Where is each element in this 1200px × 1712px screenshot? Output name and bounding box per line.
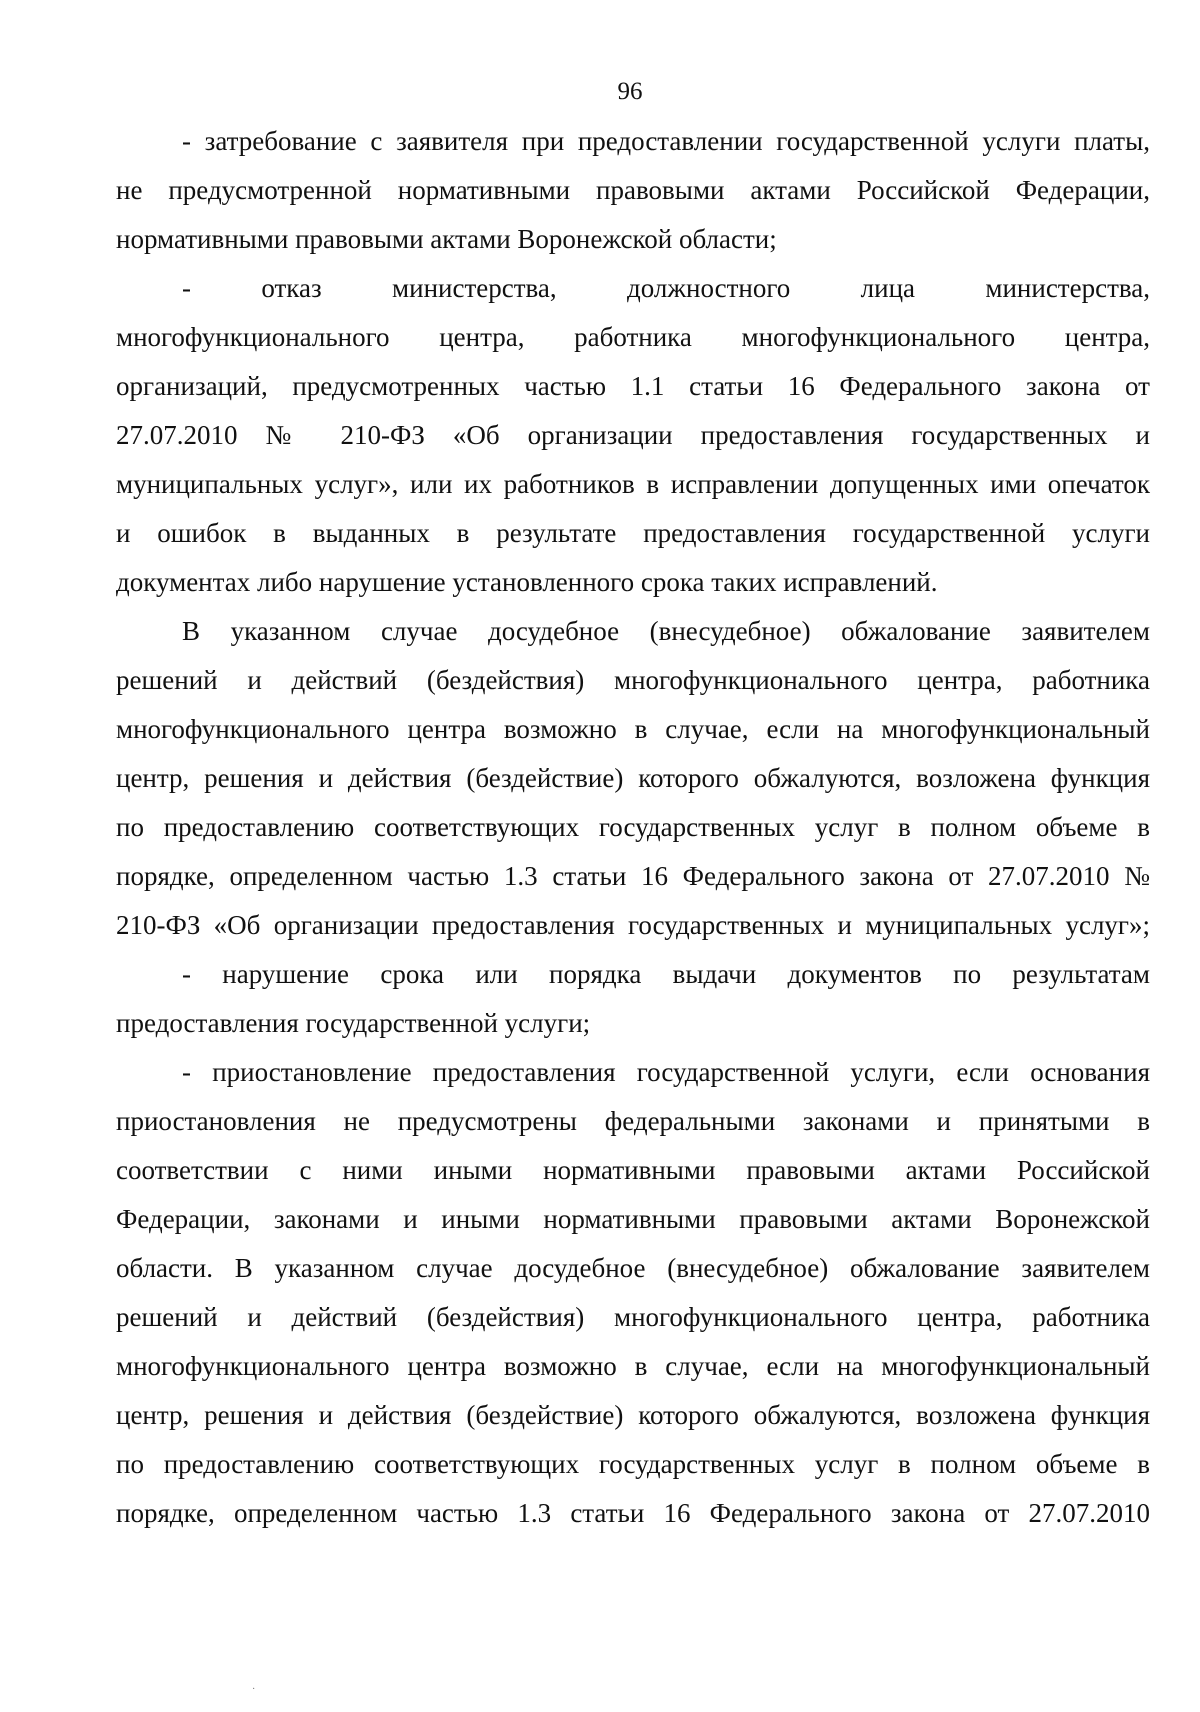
text-line: документах либо нарушение установленного срока таких исправлений. [116,567,938,597]
scan-speck: · [252,1684,256,1695]
page-number: 96 [617,78,643,105]
text-line: решений и действий (бездействия) многофункционального центра, работника [116,665,1150,695]
text-line: Федерации, законами и иными нормативными правовыми актами Воронежской [116,1204,1150,1234]
text-line: по предоставлению соответствующих государственных услуг в полном объеме в [116,1449,1150,1479]
text-line: 27.07.2010 № 210-ФЗ «Об организации предоставления государственных и [116,420,1150,450]
text-line: центр, решения и действия (бездействие) которого обжалуются, возложена функция [116,763,1150,793]
text-line: порядке, определенном частью 1.3 статьи 16 Федерального закона от 27.07.2010 [116,1498,1150,1528]
text-line: соответствии с ними иными нормативными правовыми актами Российской [116,1155,1150,1185]
text-line: приостановления не предусмотрены федеральными законами и принятыми в [116,1106,1150,1136]
text-line: многофункционального центра, работника многофункционального центра, [116,322,1150,352]
text-line: решений и действий (бездействия) многофункционального центра, работника [116,1302,1150,1332]
text-line: - приостановление предоставления государственной услуги, если основания [182,1057,1150,1087]
text-line: области. В указанном случае досудебное (внесудебное) обжалование заявителем [116,1253,1150,1283]
text-line: - затребование с заявителя при предоставлении государственной услуги платы, [182,126,1150,156]
document-body [116,117,1150,1538]
text-line: В указанном случае досудебное (внесудебное) обжалование заявителем [182,616,1150,646]
text-line: - отказ министерства, должностного лица министерства, [182,273,1150,303]
text-line: предоставления государственной услуги; [116,1008,591,1038]
text-line: - нарушение срока или порядка выдачи документов по результатам [182,959,1150,989]
text-line: центр, решения и действия (бездействие) которого обжалуются, возложена функция [116,1400,1150,1430]
text-line: и ошибок в выданных в результате предоставления государственной услуги [116,518,1150,548]
text-line: нормативными правовыми актами Воронежской области; [116,224,777,254]
text-line: не предусмотренной нормативными правовыми актами Российской Федерации, [116,175,1150,205]
text-line: организаций, предусмотренных частью 1.1 статьи 16 Федерального закона от [116,371,1150,401]
text-line: муниципальных услуг», или их работников в исправлении допущенных ими опечаток [116,469,1150,499]
text-line: по предоставлению соответствующих государственных услуг в полном объеме в [116,812,1150,842]
text-line: многофункционального центра возможно в случае, если на многофункциональный [116,1351,1150,1381]
text-line: 210-ФЗ «Об организации предоставления государственных и муниципальных услуг»; [116,910,1150,940]
text-line: многофункционального центра возможно в случае, если на многофункциональный [116,714,1150,744]
text-line: порядке, определенном частью 1.3 статьи 16 Федерального закона от 27.07.2010 № [116,861,1150,891]
